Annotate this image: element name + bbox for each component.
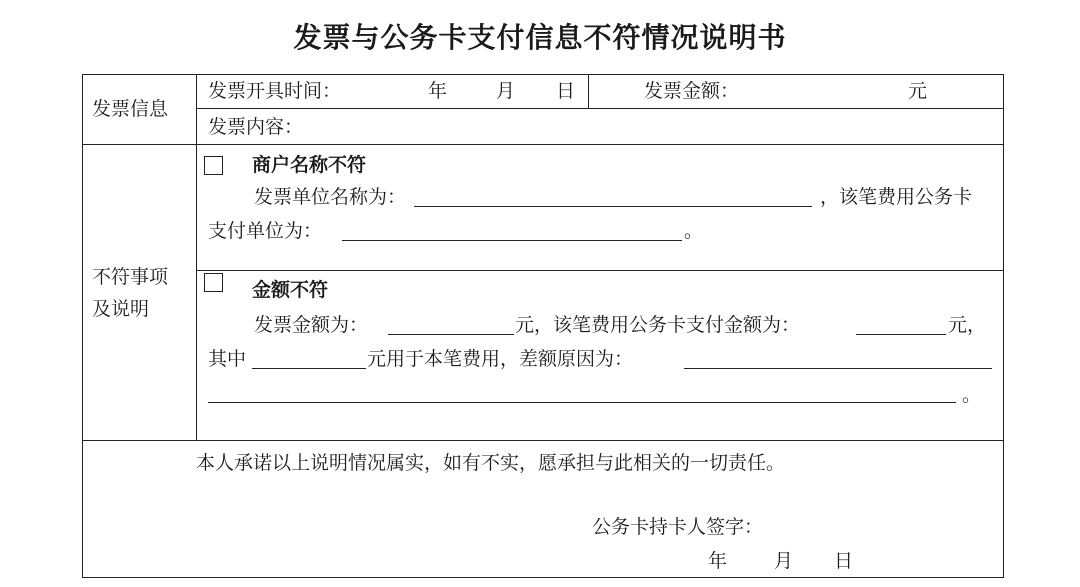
invoice-unit-name-label: 发票单位名称为： (254, 186, 407, 208)
signature-day-label: 日 (834, 550, 854, 572)
signature-year-label: 年 (708, 550, 728, 572)
invoice-amount-unit: 元 (908, 80, 928, 102)
discrepancy-section-label-line2: 及说明 (92, 298, 150, 320)
merchant-line2-end: 。 (684, 220, 704, 242)
amount-mismatch-label: 金额不符 (252, 279, 329, 301)
divider-amount-cell (588, 74, 589, 108)
invoice-amount-label: 发票金额： (644, 80, 740, 102)
card-payment-amount-blank[interactable] (856, 334, 946, 335)
invoice-amount-is-label: 发票金额为： (254, 314, 369, 336)
commitment-statement: 本人承诺以上说明情况属实，如有不实，愿承担与此相关的一切责任。 (196, 452, 786, 474)
discrepancy-section-label-line1: 不符事项 (92, 266, 169, 288)
amount-line1-suffix: 元， (948, 314, 987, 336)
difference-reason-blank-line2[interactable] (208, 402, 956, 403)
used-amount-blank[interactable] (252, 368, 366, 369)
difference-reason-blank[interactable] (684, 368, 992, 369)
divider-invoice-bottom (82, 144, 1004, 145)
merchant-mismatch-label: 商户名称不符 (252, 154, 367, 176)
merchant-mismatch-checkbox[interactable] (204, 156, 223, 175)
signature-month-label: 月 (774, 550, 794, 572)
issue-day-label: 日 (556, 80, 576, 102)
issue-month-label: 月 (496, 80, 516, 102)
amount-line3-end: 。 (962, 384, 982, 406)
issue-year-label: 年 (428, 80, 448, 102)
divider-discrepancy-bottom (82, 440, 1004, 441)
divider-invoice-row (196, 108, 1004, 109)
invoice-content-label: 发票内容： (208, 116, 304, 138)
divider-label-column (196, 74, 197, 440)
invoice-unit-name-blank[interactable] (414, 206, 812, 207)
amount-mismatch-checkbox[interactable] (204, 273, 223, 292)
of-which-label: 其中 (208, 348, 247, 370)
card-payment-amount-label: 元，该笔费用公务卡支付金额为： (515, 314, 801, 336)
issue-time-label: 发票开具时间： (208, 80, 342, 102)
merchant-line1-suffix: ，该笔费用公务卡 (820, 186, 973, 208)
difference-reason-label: 元用于本笔费用，差额原因为： (367, 348, 634, 370)
payment-unit-blank[interactable] (342, 240, 682, 241)
divider-merchant-amount (196, 270, 1004, 271)
invoice-section-label: 发票信息 (92, 98, 169, 120)
payment-unit-label: 支付单位为： (208, 220, 323, 242)
signature-label: 公务卡持卡人签字： (592, 516, 764, 538)
invoice-amount-blank[interactable] (388, 334, 514, 335)
form-title: 发票与公务卡支付信息不符情况说明书 (293, 21, 787, 54)
